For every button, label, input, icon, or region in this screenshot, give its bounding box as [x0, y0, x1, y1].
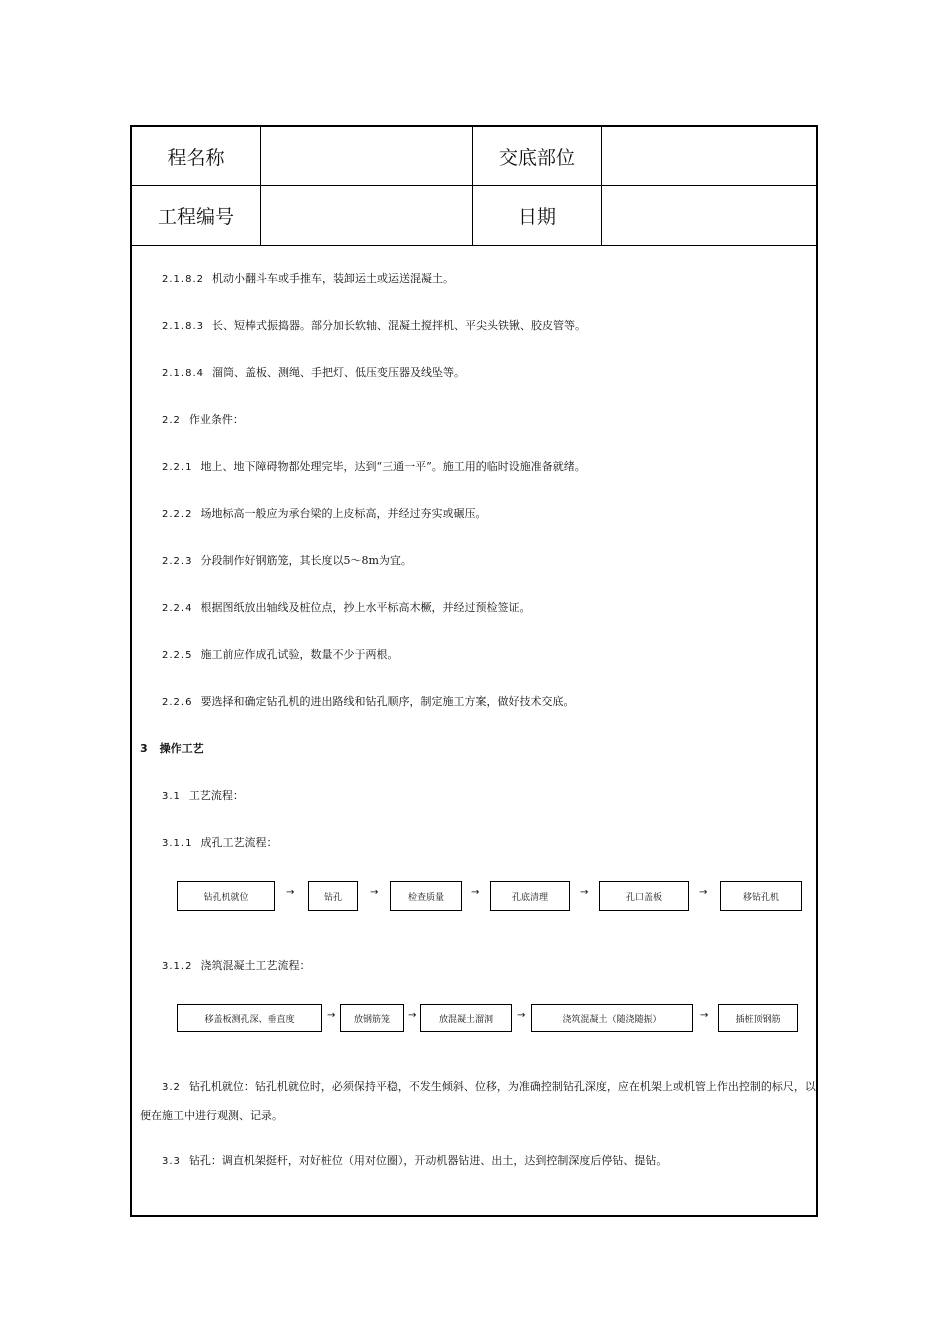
flow2-step: 插桩顶钢筋: [718, 1004, 798, 1032]
para-2-2-4: 2.2.4 根据图纸放出轴线及桩位点，抄上水平标高木橛，并经过预检签证。: [162, 601, 531, 614]
para-3-1-2: 3.1.2 浇筑混凝土工艺流程：: [162, 959, 311, 972]
header-row-1: [132, 127, 816, 186]
location-label: 交底部位: [498, 146, 575, 169]
para-2-1-8-4: 2.1.8.4 溜筒、盖板、测绳、手把灯、低压变压器及线坠等。: [162, 366, 465, 379]
para-2-1-8-3: 2.1.8.3 长、短棒式振捣器。部分加长软轴、混凝土搅拌机、平尖头铁锹、胶皮管等。: [162, 319, 586, 332]
arrow-icon: →: [580, 887, 589, 898]
date-label: 日期: [517, 206, 556, 228]
arrow-icon: →: [408, 1010, 417, 1021]
arrow-icon: →: [327, 1010, 336, 1021]
document-frame: [130, 125, 818, 1217]
para-2-2-1: 2.2.1 地上、地下障碍物都处理完毕，达到“三通一平”。施工用的临时设施准备就绪。: [162, 460, 586, 473]
flow2-step: 移盖板测孔深、垂直度: [177, 1004, 322, 1032]
flow2-step: 放钢筋笼: [340, 1004, 404, 1032]
flow1-step: 孔口盖板: [599, 881, 689, 911]
flow1-step: 移钻孔机: [720, 881, 802, 911]
para-2-2-5: 2.2.5 施工前应作成孔试验，数量不少于两根。: [162, 648, 399, 661]
para-2-1-8-2: 2.1.8.2 机动小翻斗车或手推车，装卸运土或运送混凝土。: [162, 272, 454, 285]
flow1-step: 孔底清理: [490, 881, 570, 911]
flow2-step: 浇筑混凝土（随浇随振）: [531, 1004, 693, 1032]
para-3-1-1: 3.1.1 成孔工艺流程：: [162, 836, 278, 849]
project-name-value: [261, 127, 472, 185]
project-no-label: 工程编号: [157, 206, 234, 228]
location-value: [602, 127, 816, 185]
para-2-2-3: 2.2.3 分段制作好钢筋笼，其长度以5～8m为宜。: [162, 554, 412, 567]
arrow-icon: →: [517, 1010, 526, 1021]
para-3-2: 3.2 钻孔机就位：钻孔机就位时，必须保持平稳，不发生倾斜、位移，为准确控制钻孔深度，应在机架上或机管上作出控制的标尺，以便在施工中进行观测、记录。: [140, 1080, 816, 1122]
arrow-icon: →: [700, 1010, 709, 1021]
para-2-2: 2.2 作业条件：: [162, 413, 244, 426]
arrow-icon: →: [286, 887, 295, 898]
arrow-icon: →: [370, 887, 379, 898]
arrow-icon: →: [699, 887, 708, 898]
arrow-icon: →: [471, 887, 480, 898]
header-row-2: [132, 186, 816, 246]
para-3-1: 3.1 工艺流程：: [162, 789, 244, 802]
flow1-step: 钻孔机就位: [177, 881, 275, 911]
project-no-value: [261, 186, 472, 245]
flow2-step: 放混凝土溜洞: [420, 1004, 512, 1032]
flow1-step: 钻孔: [308, 881, 358, 911]
date-value: [602, 186, 816, 245]
para-2-2-2: 2.2.2 场地标高一般应为承台梁的上皮标高，并经过夯实或碾压。: [162, 507, 487, 520]
para-3-3: 3.3 钻孔：调直机架挺杆，对好桩位（用对位圈），开动机器钻进、出土，达到控制深度后停钻、提钻。: [162, 1154, 668, 1167]
section-3-heading: 3 操作工艺: [140, 742, 204, 755]
flow1-step: 检查质量: [390, 881, 462, 911]
project-name-label: 程名称: [167, 146, 225, 169]
para-2-2-6: 2.2.6 要选择和确定钻孔机的进出路线和钻孔顺序，制定施工方案，做好技术交底。: [162, 695, 575, 708]
